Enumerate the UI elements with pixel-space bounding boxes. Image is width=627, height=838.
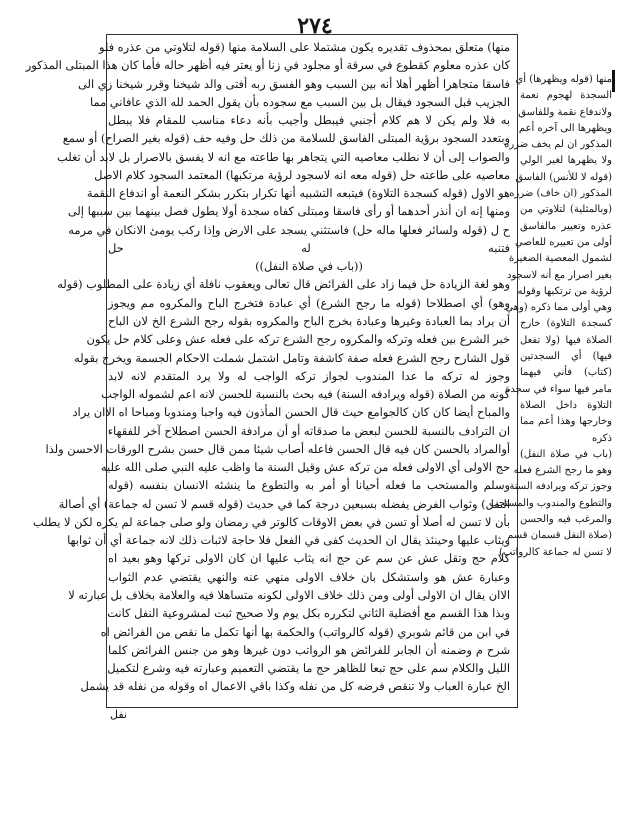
catchword: نفل: [110, 708, 127, 721]
main-text-line: كلام حج وتقل عش عن سم عن حج انه يثاب عليها ان كان الاولى تركها وهو بعيد اه: [108, 551, 510, 566]
main-text-line: وهو) أي اصطلاحا (قوله ما رجح الشرع) أي عبادة فتخرج الباح والمكروه مم ويجوز: [108, 295, 510, 310]
main-text-line: معاصيه على طاعته حل (قوله معه انه لاسجود لرؤية مرتكبها) المعتمد السجود كلام الاصل: [94, 167, 510, 182]
margin-text-line: وجوز تركه ويرادفه السنة: [509, 481, 612, 493]
margin-text-line: المذكور (ان خاف) ضرره: [509, 188, 612, 200]
margin-text-line: (صلاة النفل قسمان قسم: [507, 530, 612, 542]
main-text-line: فتنبه له حل: [108, 240, 510, 255]
main-text-line: كونه من الصلاة (قوله ويرادفه السنة) فيه بحث بالنسبة للحسن لانه اعم لشموله الواجب: [101, 387, 510, 402]
main-text-line: فاسقا متجاهرا أظهر أهلا أنه بين السبب وهو الفسق ربه أفتى والد شيخنا وقرر شيخنا زي الى: [78, 76, 510, 91]
main-text-line: كان عذره معلوم كقطوع في سرقة أو مجلود في زنا أو يعتر فيه أظهر حاله فأما كان هذا المبتلى المذكور: [25, 58, 510, 73]
margin-text-line: ويظهرها الى آخره أعم: [518, 122, 612, 134]
margin-text-line: فيها) أي السجدتين: [520, 351, 612, 363]
main-text-line: به فلا ولم يكن لا هم كلام أجنبي فيبطل وأجيب بأنه دعاء مناسب للمقام فلا يبطل: [108, 113, 510, 128]
margin-commentary: [489, 72, 612, 592]
main-text-line: خبر الشرع بين فعله وتركه والمكروه رجح الشرع تركه على فعله عش وعلى كلام حل يكون: [86, 332, 510, 347]
margin-text-line: (باب في صلاة النفل): [520, 448, 612, 460]
main-text-line: قول الشارح رجح الشرع فعله صفة كاشفة وتامل اشتمل شملت الاحكام الجسمة ويخرج بقوله: [74, 350, 510, 365]
main-text-line: ان الترادف بالنسبة للحسن لبعض ما صدقاته أو أن مرادفة الحسن اصطلاح آخر للفقهاء: [107, 423, 510, 438]
margin-text-line: ذكره: [592, 432, 612, 444]
main-text-body: [25, 38, 510, 700]
main-text-line: الجزيب قبل السجود فيقال بل بين السبب مع سجوده بأن يقول الحمد لله الذي عافاني مما: [90, 94, 510, 109]
main-text-line: وجوز له تركه ما عدا المندوب لجواز تركه الواجب له ولا يرد المتقدم لانه لابد: [108, 368, 510, 383]
main-text-line: ومنها إنه ان أنذر أحدهما أو رأى فاسقا ومبتلى كفاه سجدة أولا يطول فصل بينهما بين سببها إلى: [67, 204, 510, 219]
margin-text-line: المذكور ان لم يخف ضرره: [504, 139, 612, 151]
margin-text-line: (كتاب) فأني فيهما: [520, 367, 612, 379]
main-text-line: بأن لا تسن له أصلا أو تسن في بعض الاوقات كالوتر في رمضان ولو صلى جماعة لم يكره لكن لا يطلب: [32, 514, 510, 529]
main-text-line: شرح م وضمنه أن الجابر للفرائض هو الرواتب دون غيرها وهو من جنس الفرائض كلما: [108, 642, 510, 657]
main-text-line: الاان يقال ان الاولى أولى ومن ذلك خلاف الاولى لكونه متساهلا فيه والعلامة بخلاف بل عبارته لا: [68, 587, 510, 602]
margin-text-line: وهي أولى مما ذكره (وهي: [505, 302, 612, 314]
margin-text-line: والمرغب فيه والحسن: [520, 514, 612, 526]
margin-text-line: وخارجها وهذا أعم مما: [520, 416, 612, 428]
margin-text-line: (قوله لا للأنس) الفاسق: [515, 171, 612, 183]
margin-text-line: مامر فيها سواء في سجدة: [505, 383, 612, 395]
margin-text-line: أولى من تعييره للعاصي: [515, 236, 612, 248]
main-text-line: وعبارة عش هو واستشكل بان خلاف الاولى منهي عنه والنهي يقتضي عدم الثواب: [108, 569, 510, 584]
margin-text-line: (وبالمثلية) لتلاوتي من: [520, 204, 612, 216]
main-text-line: حج الاولى أي الاولى فعله من تركه عش وقيل السنة ما واظب عليه النبي صلى الله عليه: [100, 460, 510, 475]
main-text-line: ويثاب عليها وحينئذ يقال ان الحديث كفى في الفعل فلا حاجة لاثبات ذلك لانه جماعة أي أن ثوابها: [67, 533, 510, 548]
main-text-line: أوالمراد بالحسن كان فيه قال الحسن فاعله أصاب شيئا ممن قال حسن بشرح الورقات الاحسن ولذا: [45, 441, 510, 456]
page-number: ٢٧٤: [297, 13, 333, 39]
main-text-line: وبتعدد السجود برؤية المبتلى الفاسق للسلامة من ذلك حل وفيه حف (قوله بغير الصراح) أو سمع: [62, 131, 510, 146]
main-text-line: ((باب في صلاة النفل)): [255, 259, 363, 274]
margin-text-line: منها (قوله ويظهرها) أي: [515, 74, 612, 85]
main-text-line: والمباح أيضا كان كان كالجوامع حيث قال الحسن المأذون فيه واجبا ومندوبا ومباحا اه الاان يراد: [72, 405, 510, 420]
margin-text-line: السجدة لهجوم نعمة: [520, 90, 612, 102]
main-text-line: هو الاول (قوله كسجدة التلاوة) فيتبعه التشبيه أنها تكرار بتكرر بشكر النعمة أو اندفاع النقمة: [86, 186, 510, 201]
margin-text-line: لشمول المعصية الصغيرة: [508, 253, 612, 265]
main-text-line: النفل) وثواب الفرض يفضله بسبعين درجة كما في حديث (قوله قسم لا تسن له جماعة) أي أصالة: [58, 496, 510, 511]
margin-text-line: ولاندفاع نقمة وللفاسق: [518, 106, 612, 118]
main-text-line: وهو لغة الزيادة حل فيما زاد على الفرائض قال تعالى ويعقوب نافلة أي زيادة على المطلوب (قوله: [57, 277, 510, 292]
margin-text-line: الصلاة فيها (ولا تفعل: [520, 334, 612, 346]
margin-text-line: وهو ما رجح الشرع فعله: [513, 465, 612, 477]
main-text-line: والصواب إلى أن لا نطلب معاصيه التي يتجاهر بها طاعته مع انه لا يفسق بالاصرار بل لابد أن تغلب: [57, 149, 510, 164]
main-text-line: منها) متعلق بمحذوف تقديره يكون مشتملا على السلامة منها (قوله لتلاوتي من عذره فلو: [98, 40, 510, 54]
margin-marker: [612, 70, 615, 92]
margin-text-line: التلاوة داخل الصلاة: [520, 399, 612, 411]
margin-text-line: كسجدة التلاوة) خارج: [520, 318, 612, 330]
main-text-line: الخ عبارة العباب ولا تنقص فرضه كل من نفله وكذا باقي الاعمال اه وقوله من نفله قد يشمل: [80, 679, 510, 694]
main-text-line: أن يراد بما العبادة وغيرها وعبادة بخرج الباح والمكروه بقوله رجح الشرع الخ لان الباح: [108, 313, 510, 328]
margin-text-line: لرؤية من ترتكبها وقوله: [517, 285, 612, 297]
margin-text-line: عذره وتعيير مالفاسق: [520, 220, 612, 232]
margin-text-line: والتطوع والمندوب والمستحب: [489, 497, 612, 509]
main-text-line: ح ل (قوله ولسائر فعلها ماله حل) فاستثني يسجد على الارض وإذا ركب يومئ الانكان في مرمه: [68, 222, 510, 237]
main-text-line: وسلم والمستحب ما فعله أحيانا أو أمر به والتطوع ما ينشئه الانسان بنفسه (قوله: [108, 478, 510, 493]
margin-text-line: لا تسن له جماعة كالرواتب): [499, 546, 612, 558]
main-text-line: وبذا هذا القسم مع أفضلية الثاني لتكرره بكل يوم ولا صحيح ثبت لمشروعية النفل كانت: [107, 606, 510, 621]
main-text-line: في ابن من قائم شوبري (قوله كالرواتب) والحكمة بها أنها تكمل ما نقص من الفرائض اه: [100, 624, 510, 639]
margin-text-line: بغير اصرار مع أنه لاسجود: [506, 269, 612, 281]
margin-text-line: ولا يظهرها لغير الولي: [520, 155, 612, 167]
main-text-line: الليل والكلام سم على حج تبعا للظاهر حج ما يقتضي التعميم وعبارته فيه وشرع لتكميل: [107, 661, 510, 676]
